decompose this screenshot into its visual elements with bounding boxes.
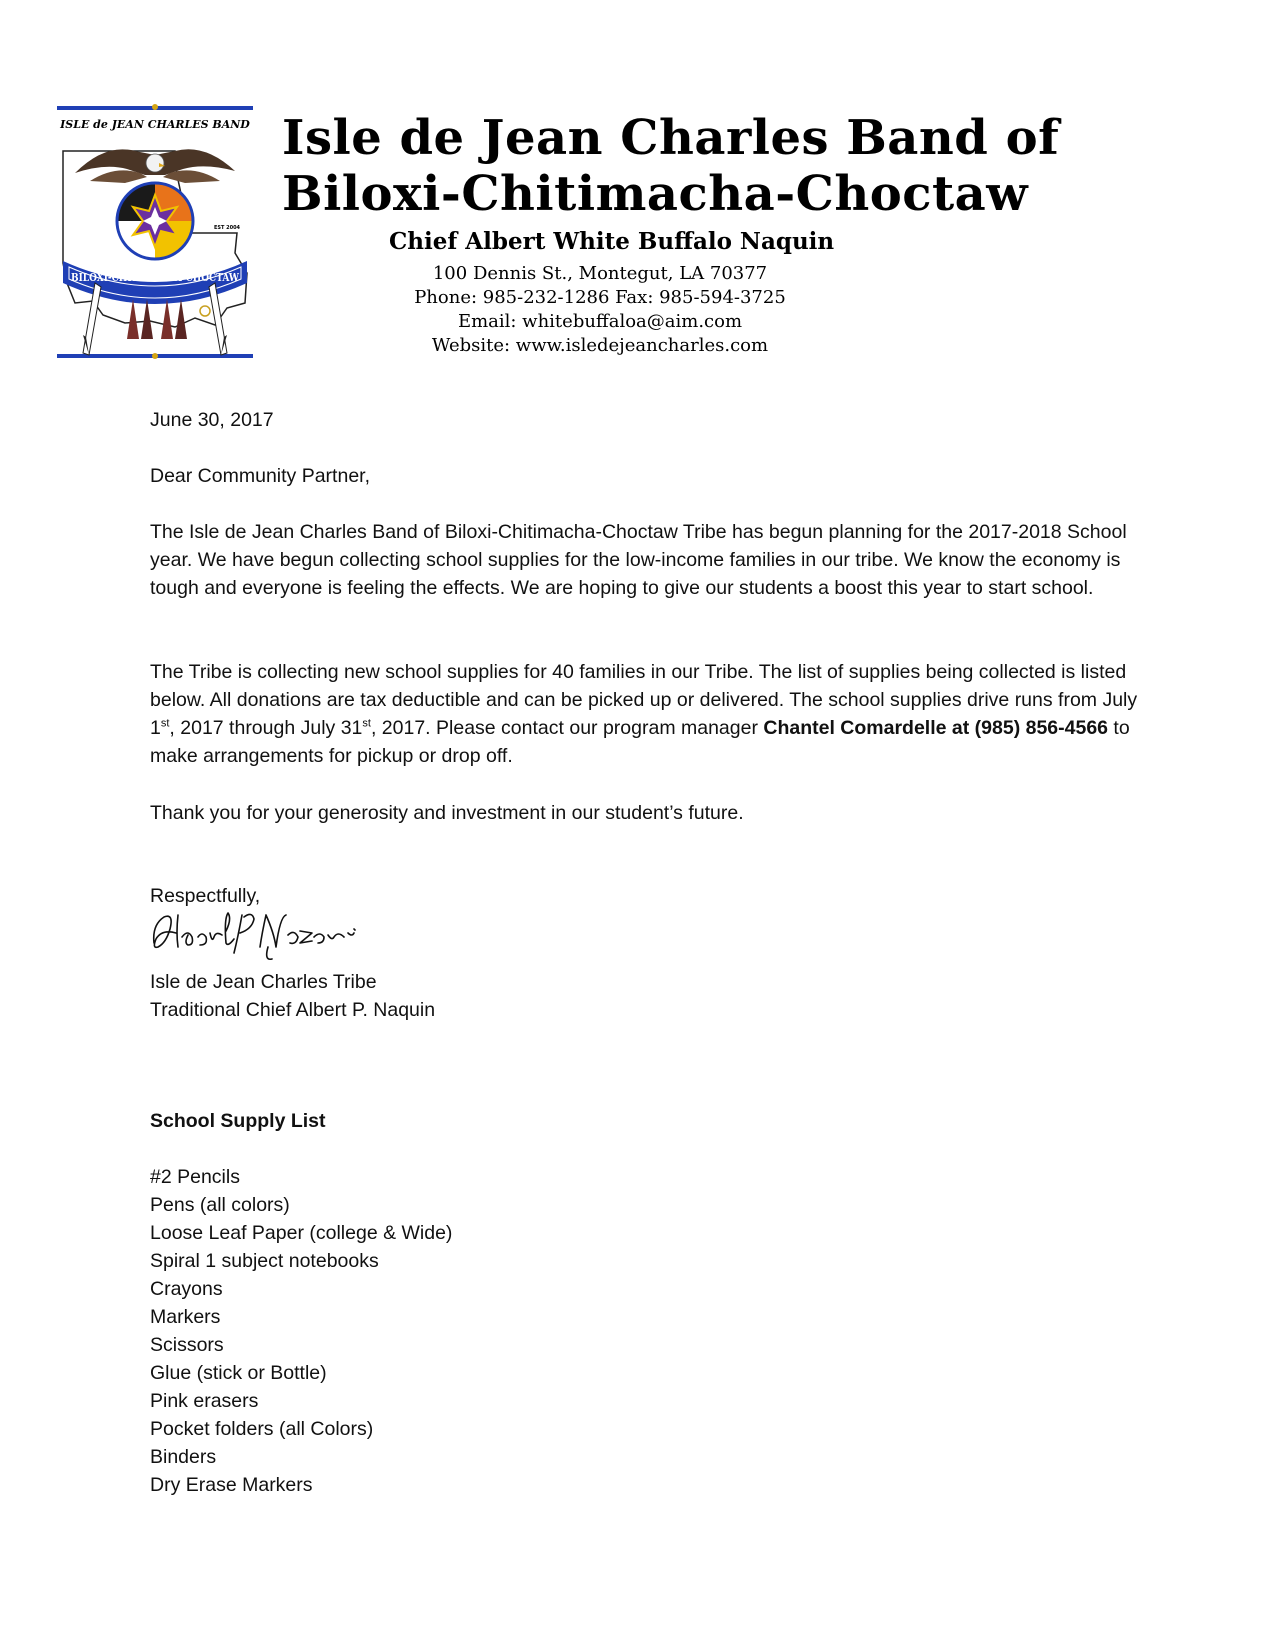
contact-block	[370, 262, 830, 358]
paragraph-details-part1: The Tribe is collecting new school supplies for 40 families in our Tribe. The list of supplies being collected is listed below. All donations are tax deductible and can be picked up or delivered. The school supplies drive runs from July 1	[150, 661, 1138, 739]
organization-title-line2: Biloxi-Chitimacha-Choctaw	[282, 166, 1029, 222]
chief-name: Chief Albert White Buffalo Naquin	[389, 228, 835, 255]
paragraph-intro: The Isle de Jean Charles Band of Biloxi-Chitimacha-Choctaw Tribe has begun planning for the 2017-2018 School year. We have begun collecting school supplies for the low-income families in our tribe. We know the economy is tough and everyone is feeling the effects. We are hoping to give our students a boost this year to start school.	[150, 521, 1127, 599]
salutation: Dear Community Partner,	[150, 465, 370, 487]
list-item: Glue (stick or Bottle)	[150, 1362, 327, 1384]
signer-block	[150, 968, 1140, 1024]
closing: Respectfully,	[150, 885, 261, 907]
list-item: #2 Pencils	[150, 1166, 240, 1188]
list-item: Spiral 1 subject notebooks	[150, 1250, 379, 1272]
address: 100 Dennis St., Montegut, LA 70377	[432, 263, 768, 284]
list-item: Pens (all colors)	[150, 1194, 290, 1216]
ordinal-suffix-1: st	[160, 717, 170, 730]
organization-title	[282, 110, 1059, 222]
medicine-wheel-icon	[117, 183, 193, 259]
paragraph-details-part2: , 2017 through July 31	[169, 717, 363, 739]
list-item: Scissors	[150, 1334, 224, 1356]
supply-list-title: School Supply List	[150, 1110, 326, 1132]
tribe-logo	[55, 103, 257, 371]
paragraph-details	[150, 658, 1140, 770]
logo-band-text: ISLE de JEAN CHARLES BAND	[60, 118, 250, 131]
paragraph-details-part4: to make arrangements for pickup or drop off.	[150, 717, 1130, 767]
list-item: Dry Erase Markers	[150, 1474, 313, 1496]
ordinal-suffix-2: st	[362, 717, 371, 730]
logo-est-text: EST 2004	[213, 225, 241, 231]
list-item: Binders	[150, 1446, 217, 1468]
list-item: Markers	[150, 1306, 221, 1328]
list-item: Pocket folders (all Colors)	[150, 1418, 374, 1440]
list-item: Pink erasers	[150, 1390, 259, 1412]
supply-list	[150, 1163, 1140, 1499]
signature	[148, 903, 378, 965]
logo-banner-text: BILOXI-CHITIMACHA-CHOCTAW	[71, 271, 240, 284]
thank-you-line: Thank you for your generosity and investment in our student’s future.	[150, 802, 744, 824]
list-item: Loose Leaf Paper (college & Wide)	[150, 1222, 453, 1244]
paragraph-details-part3: , 2017. Please contact our program manager	[370, 717, 764, 739]
signer-title: Traditional Chief Albert P. Naquin	[150, 999, 436, 1021]
letter-date: June 30, 2017	[150, 409, 274, 431]
organization-title-line1: Isle de Jean Charles Band of	[282, 110, 1060, 166]
list-item: Crayons	[150, 1278, 223, 1300]
signer-organization: Isle de Jean Charles Tribe	[150, 971, 377, 993]
phone-fax: Phone: 985-232-1286 Fax: 985-594-3725	[414, 287, 786, 308]
eagle-icon	[75, 149, 235, 183]
website: Website: www.isledejeancharles.com	[431, 335, 769, 356]
email: Email: whitebuffaloa@aim.com	[457, 311, 743, 332]
program-manager-contact: Chantel Comardelle at (985) 856-4566	[763, 717, 1109, 739]
